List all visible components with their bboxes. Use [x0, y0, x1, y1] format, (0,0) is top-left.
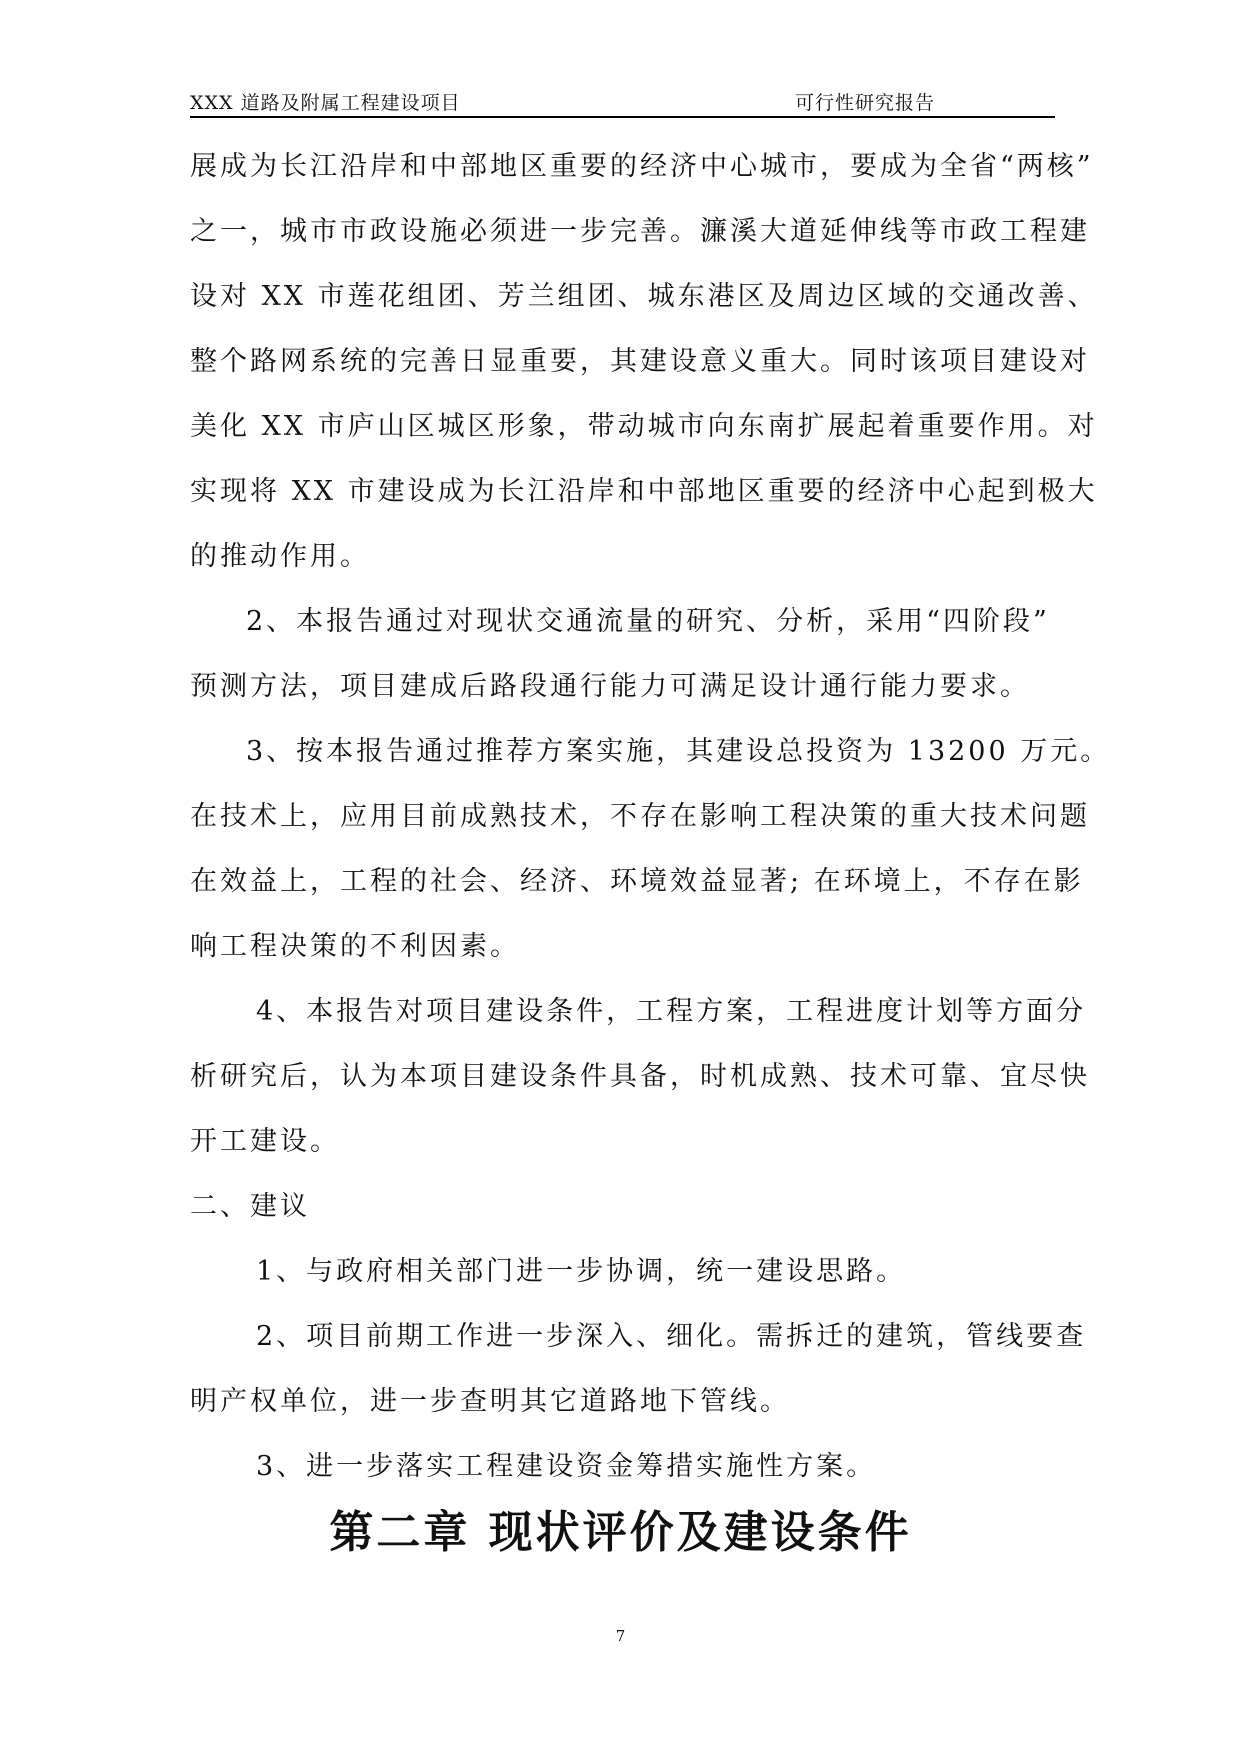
text-line: 在效益上，工程的社会、经济、环境效益显著; 在环境上，不存在影	[190, 866, 1084, 897]
text-line: 3、进一步落实工程建设资金筹措实施性方案。	[256, 1451, 877, 1482]
text-line: 的推动作用。	[190, 541, 370, 572]
text-line: 2、项目前期工作进一步深入、细化。需拆迁的建筑，管线要查	[256, 1321, 1087, 1352]
text-line: 析研究后，认为本项目建设条件具备，时机成熟、技术可靠、宜尽快	[190, 1061, 1090, 1092]
chapter-title: 第二章 现状评价及建设条件	[329, 1507, 912, 1558]
text-line: 在技术上，应用目前成熟技术，不存在影响工程决策的重大技术问题	[190, 801, 1090, 832]
text-line: 预测方法，项目建成后路段通行能力可满足设计通行能力要求。	[190, 671, 1030, 702]
text-line: 明产权单位，进一步查明其它道路地下管线。	[190, 1386, 790, 1417]
header-project-title: XXX 道路及附属工程建设项目	[190, 92, 461, 114]
page-number: 7	[615, 1627, 626, 1645]
text-line: 实现将 XX 市建设成为长江沿岸和中部地区重要的经济中心起到极大	[190, 476, 1098, 507]
text-line: 美化 XX 市庐山区城区形象，带动城市向东南扩展起着重要作用。对	[190, 411, 1098, 442]
header-report-type: 可行性研究报告	[795, 92, 936, 114]
text-line: 2、本报告通过对现状交通流量的研究、分析，采用“四阶段”	[246, 606, 1050, 637]
text-line: 4、本报告对项目建设条件，工程方案，工程进度计划等方面分	[256, 996, 1087, 1027]
text-line: 展成为长江沿岸和中部地区重要的经济中心城市，要成为全省“两核”	[190, 151, 1094, 182]
text-line: 整个路网系统的完善日显重要，其建设意义重大。同时该项目建设对	[190, 346, 1090, 377]
text-line: 3、按本报告通过推荐方案实施，其建设总投资为 13200 万元。	[246, 736, 1111, 767]
text-line: 设对 XX 市莲花组团、芳兰组团、城东港区及周边区域的交通改善、	[190, 281, 1098, 312]
text-line: 开工建设。	[190, 1126, 340, 1157]
text-line: 之一，城市市政设施必须进一步完善。濂溪大道延伸线等市政工程建	[190, 216, 1090, 247]
page-header	[190, 84, 1055, 118]
section-heading: 二、建议	[190, 1191, 310, 1222]
text-line: 响工程决策的不利因素。	[190, 931, 520, 962]
text-line: 1、与政府相关部门进一步协调，统一建设思路。	[256, 1256, 907, 1287]
